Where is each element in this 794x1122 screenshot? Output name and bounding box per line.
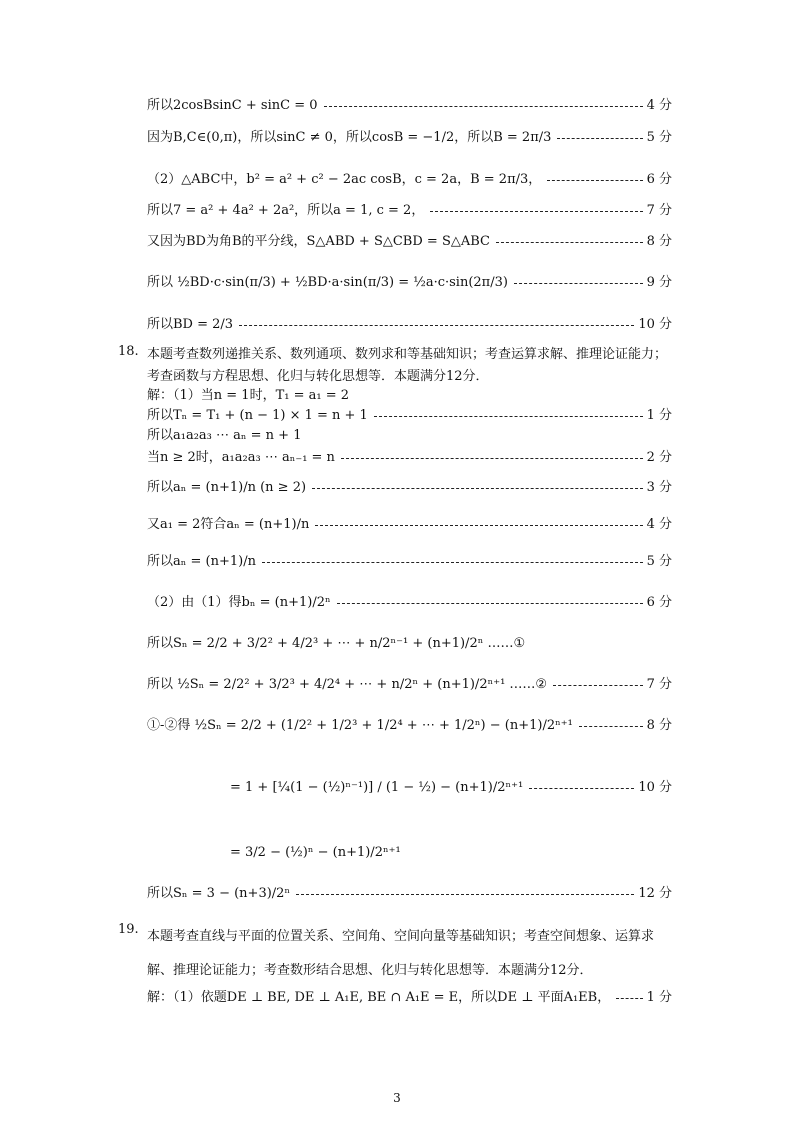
score-label: 1 分 [646,990,672,1005]
line-text: 又因为BD为角B的平分线，S△ABD + S△CBD = S△ABC [147,234,490,249]
q17-line-5 [147,234,672,250]
leader-dashes [312,488,643,489]
q18-line [147,554,672,570]
line-text: 所以 ½Sₙ = 2/2² + 3/2³ + 4/2⁴ + ⋯ + n/2ⁿ + (n+1)/2ⁿ⁺¹ ……② [147,677,548,692]
q18-line [147,480,672,496]
leader-dashes [324,106,643,107]
q17-line-7 [147,317,672,333]
score-label: 9 分 [646,275,672,290]
leader-dashes [315,525,642,526]
score-label: 2 分 [646,450,672,465]
score-label: 1 分 [646,408,672,423]
line-text: 当n ≥ 2时，a₁a₂a₃ ⋯ aₙ₋₁ = n [147,450,335,465]
score-label: 7 分 [646,677,672,692]
line-text: 所以aₙ = (n+1)/n [147,554,256,569]
q18-line [147,428,672,444]
line-text: 所以a₁a₂a₃ ⋯ aₙ = n + 1 [147,428,302,443]
leader-dashes [547,180,642,181]
q19-number: 19. [118,922,139,937]
q17-line-1 [147,98,672,114]
q18-line [147,718,672,734]
q19-intro: 本题考查直线与平面的位置关系、空间角、空间向量等基础知识；考查空间想象、运算求解、推理论证能力；考查数形结合思想、化归与转化思想等．本题满分12分． [147,929,655,978]
q18-line [147,408,672,424]
q19-line [147,990,672,1006]
score-label: 7 分 [646,203,672,218]
leader-dashes [557,138,642,139]
score-label: 5 分 [646,130,672,145]
leader-dashes [529,788,634,789]
line-text: 所以Sₙ = 3 − (n+3)/2ⁿ [147,886,291,901]
score-label: 4 分 [646,517,672,532]
line-text: 所以Sₙ = 2/2 + 3/2² + 4/2³ + ⋯ + n/2ⁿ⁻¹ + (n+1)/2ⁿ ……① [147,636,526,651]
score-label: 6 分 [646,595,672,610]
leader-dashes [616,998,642,999]
leader-dashes [296,894,634,895]
line-text: （2）由（1）得bₙ = (n+1)/2ⁿ [147,595,331,610]
leader-dashes [430,211,642,212]
score-label: 10 分 [638,780,672,795]
line-text: 所以BD = 2/3 [147,317,234,332]
line-text: 所以2cosBsinC + sinC = 0 [147,98,318,113]
q17-line-2 [147,130,672,146]
leader-dashes [239,325,634,326]
leader-dashes [579,726,643,727]
score-label: 10 分 [638,317,672,332]
q18-line [147,450,672,466]
leader-dashes [341,458,643,459]
q18-line [230,780,672,796]
q18-line [147,886,672,902]
q17-line-4 [147,203,672,219]
line-text: 又a₁ = 2符合aₙ = (n+1)/n [147,517,310,532]
q18-number: 18. [118,344,139,359]
q18-intro: 本题考查数列递推关系、数列通项、数列求和等基础知识；考查运算求解、推理论证能力；考查函数与方程思想、化归与转化思想等．本题满分12分． [147,347,668,384]
score-label: 5 分 [646,554,672,569]
score-label: 12 分 [638,886,672,901]
line-text: 因为B,C∈(0,π)，所以sinC ≠ 0，所以cosB = −1/2，所以B = 2π/3 [147,130,552,145]
line-text: 所以7 = a² + 4a² + 2a²，所以a = 1, c = 2， [147,203,425,218]
line-text: （2）△ABC中，b² = a² + c² − 2ac cosB，c = 2a，B = 2π/3， [147,172,542,187]
score-label: 3 分 [646,480,672,495]
page-number: 3 [393,1091,401,1105]
q17-line-3 [147,172,672,188]
q18-line [147,636,672,652]
leader-dashes [514,283,643,284]
leader-dashes [496,242,643,243]
leader-dashes [374,416,643,417]
q17-line-6 [147,275,672,291]
q18-line [147,517,672,533]
score-label: 4 分 [646,98,672,113]
line-text: 所以aₙ = (n+1)/n (n ≥ 2) [147,480,307,495]
q18-line [147,595,672,611]
leader-dashes [262,562,643,563]
score-label: 6 分 [646,172,672,187]
line-text: ①-②得 ½Sₙ = 2/2 + (1/2² + 1/2³ + 1/2⁴ + ⋯ + 1/2ⁿ) − (n+1)/2ⁿ⁺¹ [147,718,573,733]
leader-dashes [337,603,643,604]
line-text: 解：（1）依题DE ⊥ BE, DE ⊥ A₁E, BE ∩ A₁E = E，所以DE ⊥ 平面A₁EB， [147,990,611,1005]
q18-line [230,845,672,861]
line-text: 所以 ½BD·c·sin(π/3) + ½BD·a·sin(π/3) = ½a·c·sin(2π/3) [147,275,508,290]
line-text: = 3/2 − (½)ⁿ − (n+1)/2ⁿ⁺¹ [230,845,401,860]
score-label: 8 分 [646,718,672,733]
leader-dashes [553,685,643,686]
line-text: 解：（1）当n = 1时，T₁ = a₁ = 2 [147,388,350,403]
q18-line [147,677,672,693]
score-label: 8 分 [646,234,672,249]
line-text: = 1 + [¼(1 − (½)ⁿ⁻¹)] / (1 − ½) − (n+1)/2ⁿ⁺¹ [230,780,524,795]
line-text: 所以Tₙ = T₁ + (n − 1) × 1 = n + 1 [147,408,368,423]
q18-line [147,388,672,404]
